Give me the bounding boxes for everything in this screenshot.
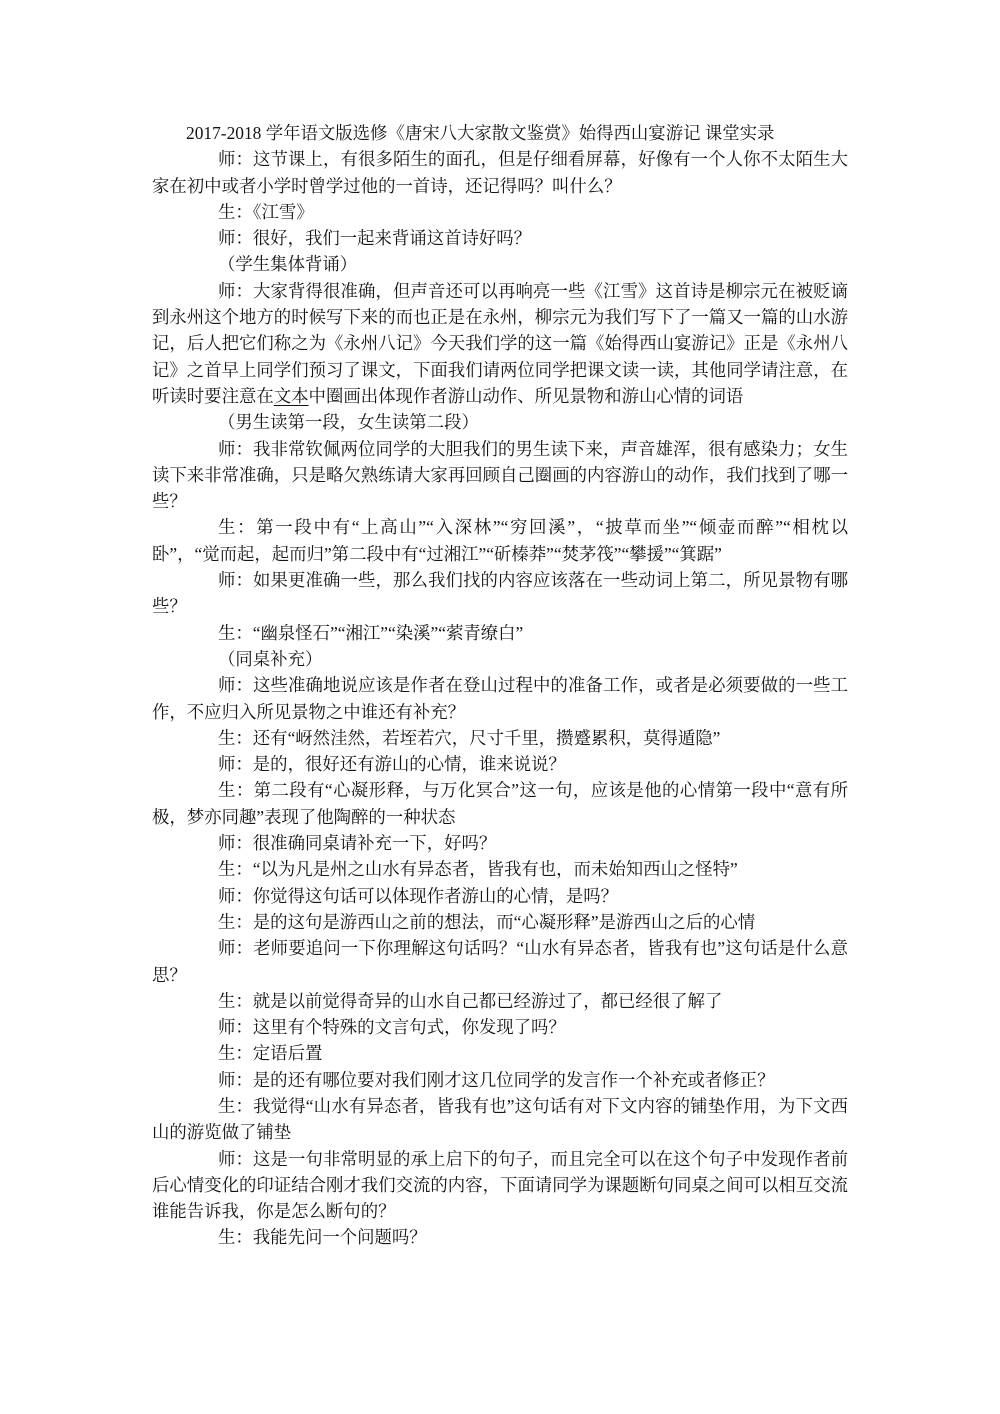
transcript-paragraph [152, 1146, 848, 1225]
transcript-paragraph [152, 1014, 848, 1040]
text-segment: 师：这是一句非常明显的承上启下的句子，而且完全可以在这个句子中发现作者前后心情变化的印证结合刚才我们交流的内容，下面请同学为课题断句同桌之间可以相互交流谁能告诉我，你是怎么断句的？ [152, 1148, 848, 1222]
text-segment: 师：你觉得这句话可以体现作者游山的心情，是吗？ [218, 885, 618, 906]
text-segment: 生：“幽泉怪石”“湘江”“染溪”“萦青缭白” [218, 622, 524, 643]
text-segment: 生：第二段有“心凝形释，与万化冥合”这一句，应该是他的心情第一段中“意有所极，梦亦同趣”表现了他陶醉的一种状态 [152, 780, 848, 827]
text-segment: 师：是的，很好还有游山的心情，谁来说说？ [218, 754, 566, 775]
transcript-paragraph [152, 725, 848, 751]
transcript-paragraph [152, 620, 848, 646]
text-segment: 2017-2018 学年语文版选修《唐宋八大家散文鉴赏》始得西山宴游记 课堂实录 [186, 123, 775, 143]
transcript-paragraph [152, 646, 848, 672]
text-segment: 生：还有“岈然洼然，若垤若穴，尺寸千里，攒蹙累积，莫得遁隐” [218, 727, 721, 748]
transcript-paragraph [152, 856, 848, 882]
text-segment: 师：老师要追问一下你理解这句话吗？“山水有异态者，皆我有也”这句话是什么意思？ [152, 938, 848, 985]
document-body [152, 120, 848, 1251]
transcript-paragraph [152, 672, 848, 725]
text-segment: 生：我觉得“山水有异态者，皆我有也”这句话有对下文内容的铺垫作用，为下文西山的游览做了铺垫 [152, 1095, 848, 1143]
transcript-paragraph [152, 251, 848, 277]
transcript-paragraph [152, 199, 848, 225]
transcript-paragraph [152, 909, 848, 935]
text-segment: （学生集体背诵） [218, 254, 358, 275]
text-segment: （男生读第一段，女生读第二段） [218, 412, 479, 433]
text-segment: 师：是的还有哪位要对我们刚才这几位同学的发言作一个补充或者修正？ [218, 1069, 775, 1090]
text-segment: 师：很好，我们一起来背诵这首诗好吗？ [218, 228, 532, 249]
text-segment: 生：定语后置 [218, 1043, 323, 1064]
transcript-paragraph [152, 146, 848, 199]
text-segment: 生：就是以前觉得奇异的山水自己都已经游过了，都已经很了解了 [218, 990, 723, 1011]
transcript-paragraph [152, 225, 848, 251]
transcript-paragraph [152, 1093, 848, 1146]
text-segment: 师：这些准确地说应该是作者在登山过程中的准备工作，或者是必须要做的一些工作，不应归入所见景物之中谁还有补充？ [152, 675, 848, 722]
transcript-paragraph [152, 1067, 848, 1093]
transcript-paragraph [152, 278, 848, 409]
transcript-paragraph [152, 567, 848, 620]
transcript-paragraph [152, 1224, 848, 1250]
text-segment: 师：如果更准确一些，那么我们找的内容应该落在一些动词上第二，所见景物有哪些？ [152, 570, 848, 617]
transcript-paragraph [152, 751, 848, 777]
text-segment: 生：“以为凡是州之山水有异态者，皆我有也，而未始知西山之怪特” [218, 859, 738, 880]
text-segment: 生：《江雪》 [218, 201, 314, 222]
transcript-paragraph [152, 883, 848, 909]
text-segment: 师：我非常钦佩两位同学的大胆我们的男生读下来，声音雄浑，很有感染力；女生读下来非常准确，只是略欠熟练请大家再回顾自己圈画的内容游山的动作，我们找到了哪一些？ [152, 438, 848, 512]
transcript-paragraph [152, 777, 848, 830]
text-segment: 师：这节课上，有很多陌生的面孔，但是仔细看屏幕，好像有一个人你不太陌生大家在初中或者小学时曾学过他的一首诗，还记得吗？叫什么？ [152, 149, 848, 196]
underlined-term: 文本 [273, 385, 309, 406]
text-segment: （同桌补充） [218, 648, 323, 669]
transcript-paragraph [152, 830, 848, 856]
text-segment: 生：第一段中有“上高山”“入深林”“穷回溪”，“披草而坐”“倾壶而醉”“相枕以卧”，“觉而起，起而归”第二段中有“过湘江”“斫榛莽”“焚茅筏”“攀援”“箕踞” [152, 517, 848, 564]
transcript-paragraph [152, 935, 848, 988]
document-title [152, 120, 848, 146]
text-segment: 师：很准确同桌请补充一下，好吗？ [218, 833, 497, 854]
transcript-paragraph [152, 409, 848, 435]
transcript-paragraph [152, 1040, 848, 1066]
text-segment: 生：我能先问一个问题吗？ [218, 1227, 427, 1248]
text-segment: 中圈画出体现作者游山动作、所见景物和游山心情的词语 [308, 385, 744, 406]
transcript-paragraph [152, 514, 848, 567]
text-segment: 师：大家背得很准确，但声音还可以再响亮一些《江雪》这首诗是柳宗元在被贬谪到永州这个地方的时候写下来的而也正是在永州，柳宗元为我们写下了一篇又一篇的山水游记，后人把它们称之为《永州八记》今天我们学的这一篇《始得西山宴游记》正是《永州八记》之首早上同学们预习了课文，下面我们请两位同学把课文读一读，其他同学请注意，在听读时要注意在 [152, 280, 848, 406]
text-segment: 生：是的这句是游西山之前的想法，而“心凝形释”是游西山之后的心情 [218, 911, 756, 932]
transcript-paragraph [152, 988, 848, 1014]
text-segment: 师：这里有个特殊的文言句式，你发现了吗？ [218, 1017, 566, 1038]
transcript-paragraph [152, 436, 848, 515]
